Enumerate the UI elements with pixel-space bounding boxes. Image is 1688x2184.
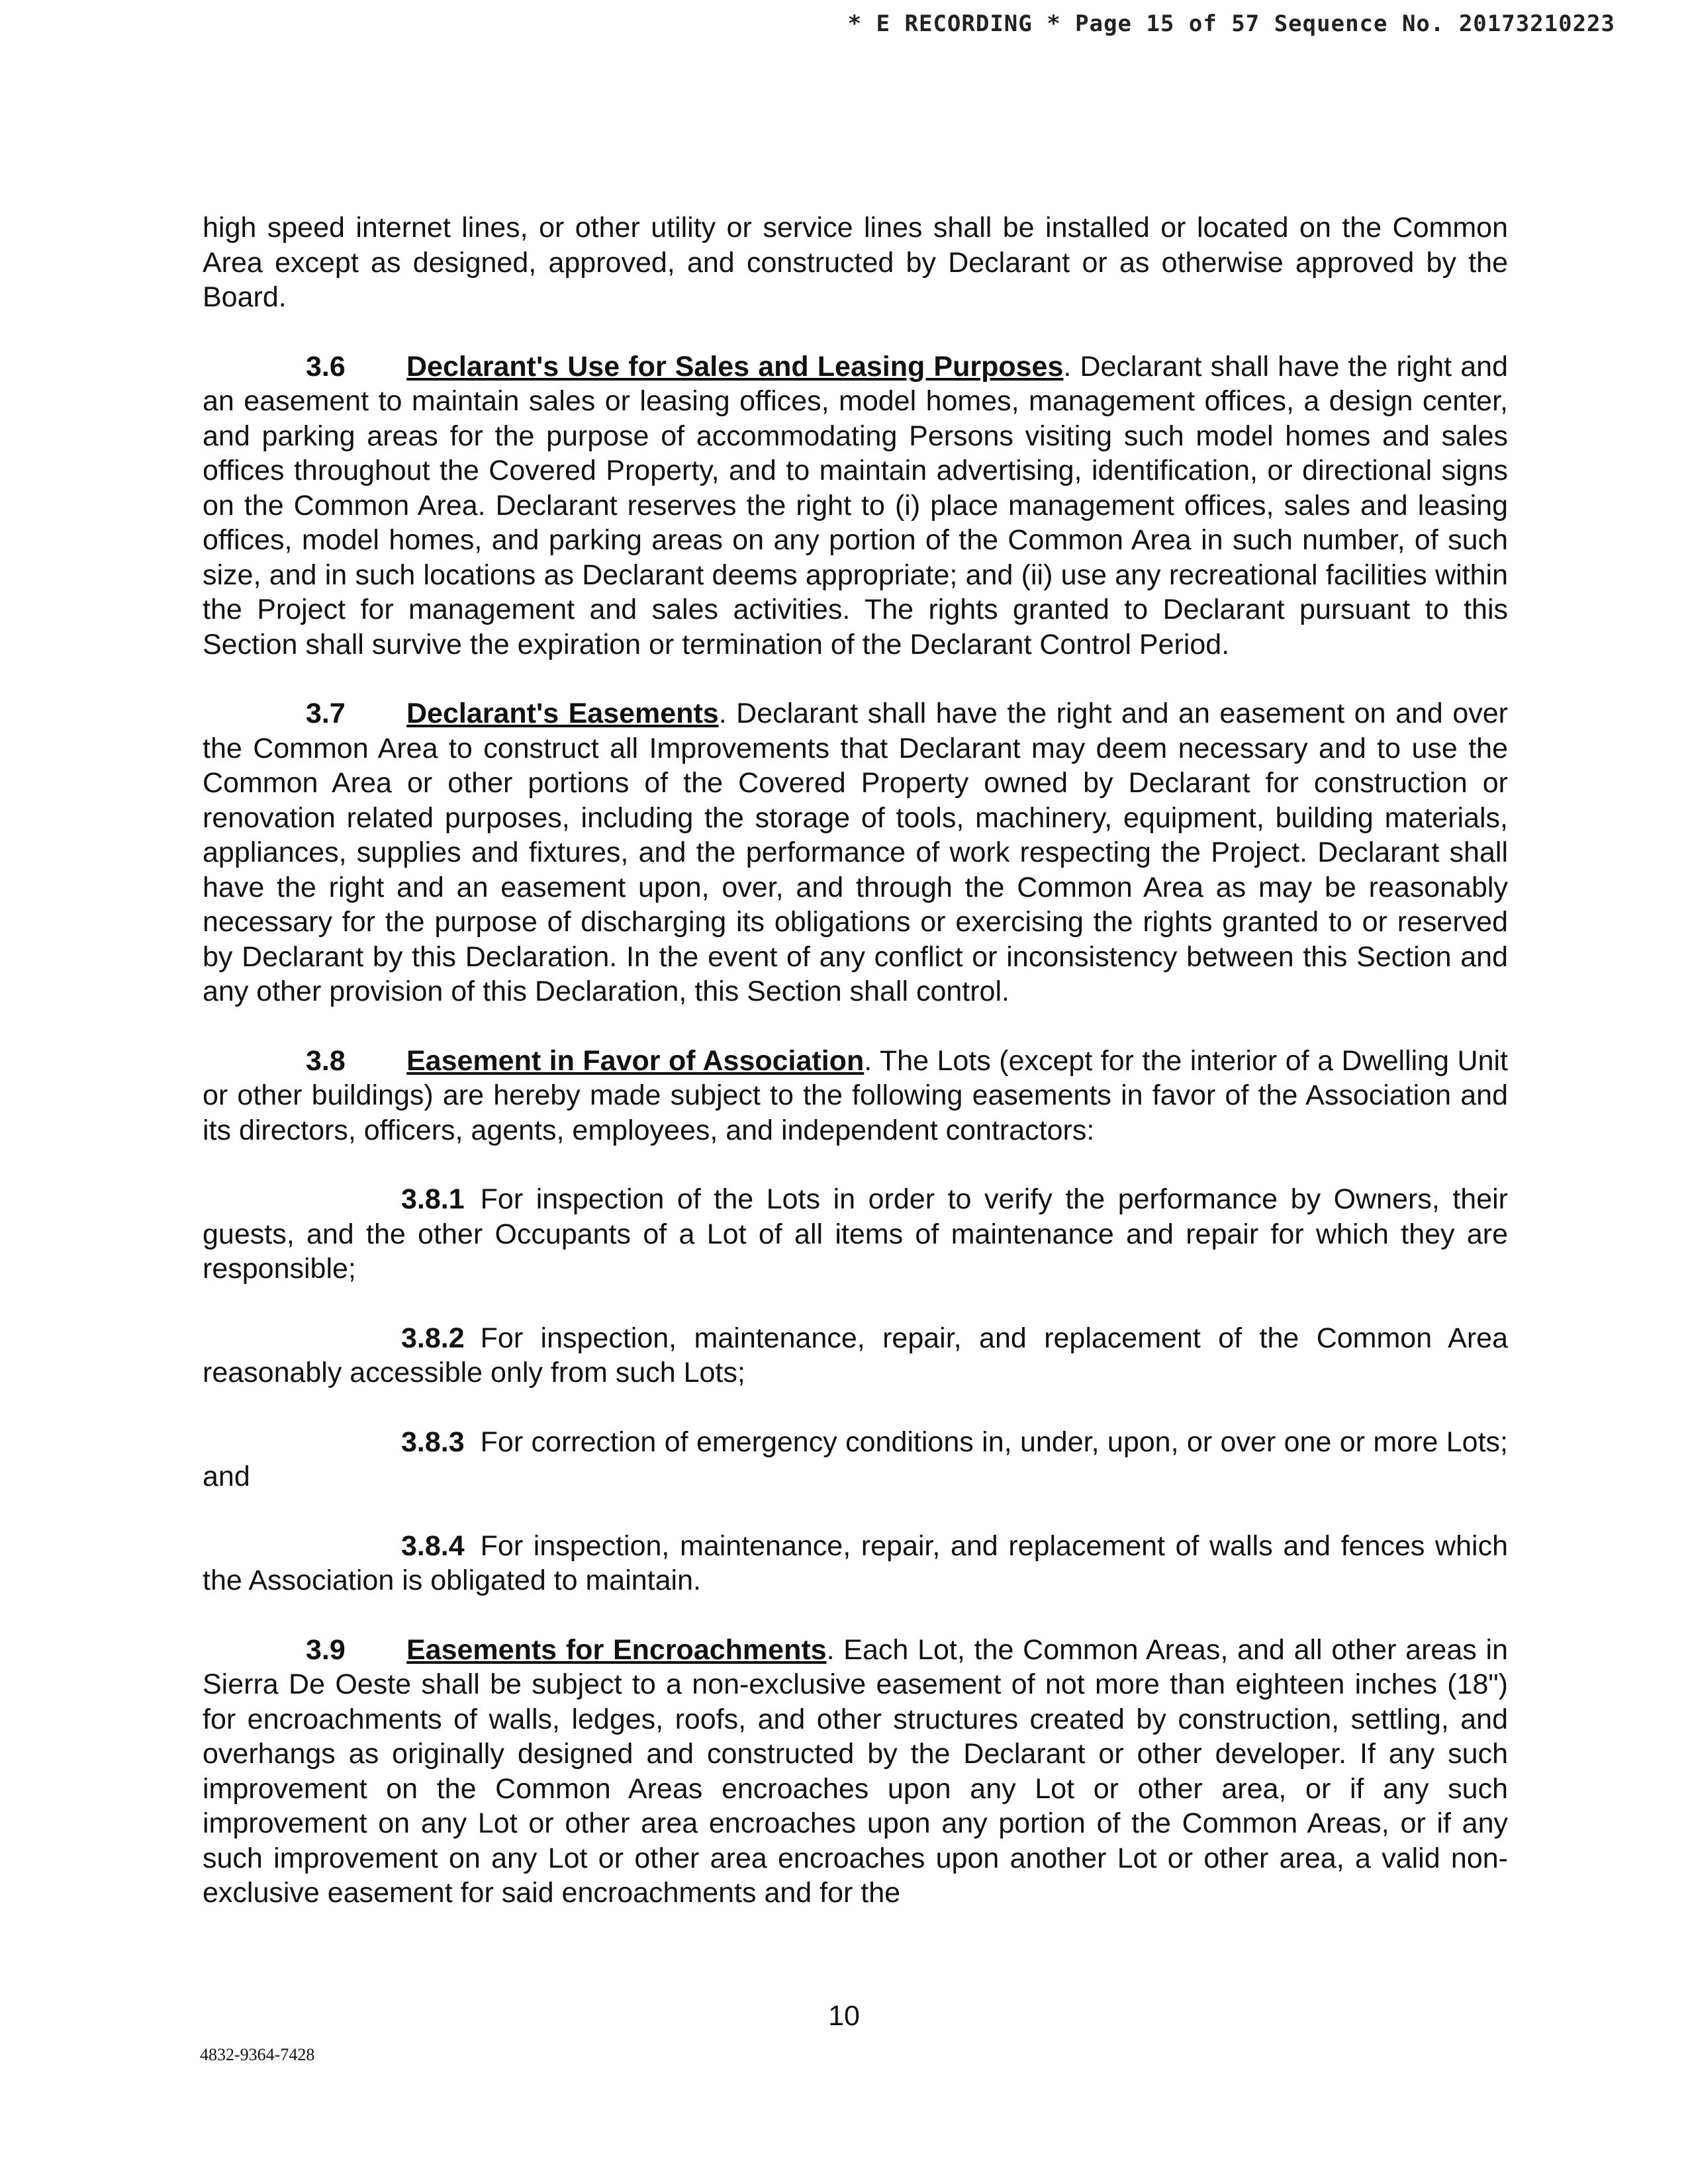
subsection-number: 3.8.2 (401, 1322, 465, 1354)
section-3-6 (203, 349, 1508, 662)
section-title: Declarant's Easements (406, 698, 719, 729)
recording-header: * E RECORDING * Page 15 of 57 Sequence No. 20173210223 (847, 11, 1615, 37)
continuation-paragraph: high speed internet lines, or other utility or service lines shall be installed or located on the Common Area except as designed, approved, and constructed by Declarant or as otherwise approved by the Board. (203, 212, 1508, 313)
page-number: 10 (828, 2000, 860, 2032)
subsection-number: 3.8.4 (401, 1529, 465, 1562)
subsection-3-8-3 (203, 1425, 1508, 1494)
section-3-8 (203, 1044, 1508, 1148)
document-body (203, 210, 1508, 1945)
section-title: Easement in Favor of Association (406, 1044, 865, 1077)
subsection-number: 3.8.3 (401, 1426, 465, 1458)
section-number: 3.7 (306, 698, 346, 729)
section-text: . Each Lot, the Common Areas, and all other areas in Sierra De Oeste shall be subject to a non-exclusive easement of not more than eighteen inches (18") for encroachments of walls, ledges, roofs, and other structures created by construction, settling, and overhangs as originally designed and constructed by the Declarant or other developer. If any such improvement on the Common Areas encroaches upon any Lot or other area, or if any such improvement on any Lot or other area encroaches upon any portion of the Common Areas, or if any such improvement on any Lot or other area encroaches upon another Lot or other area, a valid non-exclusive easement for said encroachments and for the (203, 1633, 1508, 1909)
section-number: 3.6 (306, 350, 346, 383)
subsection-3-8-2 (203, 1321, 1508, 1390)
section-text: . The Lots (except for the interior of a Dwelling Unit or other buildings) are hereby made subject to the following easements in favor of the Association and its directors, officers, agents, employees, and independent contractors: (203, 1044, 1508, 1146)
subsection-3-8-4 (203, 1529, 1508, 1598)
section-text: . Declarant shall have the right and an easement on and over the Common Area to construct all Improvements that Declarant may deem necessary and to use the Common Area or other portions of the Covered Property owned by Declarant for construction or renovation related purposes, including the storage of tools, machinery, equipment, building materials, appliances, supplies and fixtures, and the performance of work respecting the Project. Declarant shall have the right and an easement upon, over, and through the Common Area as may be reasonably necessary for the purpose of discharging its obligations or exercising the rights granted to or reserved by Declarant by this Declaration. In the event of any conflict or inconsistency between this Section and any other provision of this Declaration, this Section shall control. (203, 698, 1508, 1007)
section-title: Easements for Encroachments (406, 1633, 827, 1666)
subsection-number: 3.8.1 (401, 1183, 465, 1215)
subsection-text: For correction of emergency conditions in, under, upon, or over one or more Lots; and (203, 1426, 1508, 1492)
section-number: 3.9 (306, 1633, 346, 1666)
subsection-text: For inspection, maintenance, repair, and replacement of the Common Area reasonably accessible only from such Lots; (203, 1322, 1508, 1388)
subsection-text: For inspection of the Lots in order to verify the performance by Owners, their guests, and the other Occupants of a Lot of all items of maintenance and repair for which they are responsible; (203, 1183, 1508, 1285)
subsection-text: For inspection, maintenance, repair, and replacement of walls and fences which the Association is obligated to maintain. (203, 1529, 1508, 1596)
section-text: . Declarant shall have the right and an easement to maintain sales or leasing offices, model homes, management offices, a design center, and parking areas for the purpose of accommodating Persons visiting such model homes and sales offices throughout the Covered Property, and to maintain advertising, identification, or directional signs on the Common Area. Declarant reserves the right to (i) place management offices, sales and leasing offices, model homes, and parking areas on any portion of the Common Area in such number, of such size, and in such locations as Declarant deems appropriate; and (ii) use any recreational facilities within the Project for management and sales activities. The rights granted to Declarant pursuant to this Section shall survive the expiration or termination of the Declarant Control Period. (203, 350, 1508, 660)
section-3-9 (203, 1633, 1508, 1911)
section-title: Declarant's Use for Sales and Leasing Purposes (406, 350, 1064, 383)
subsection-3-8-1 (203, 1182, 1508, 1287)
section-3-7 (203, 696, 1508, 1009)
document-id: 4832-9364-7428 (200, 2045, 315, 2064)
section-number: 3.8 (306, 1044, 346, 1077)
